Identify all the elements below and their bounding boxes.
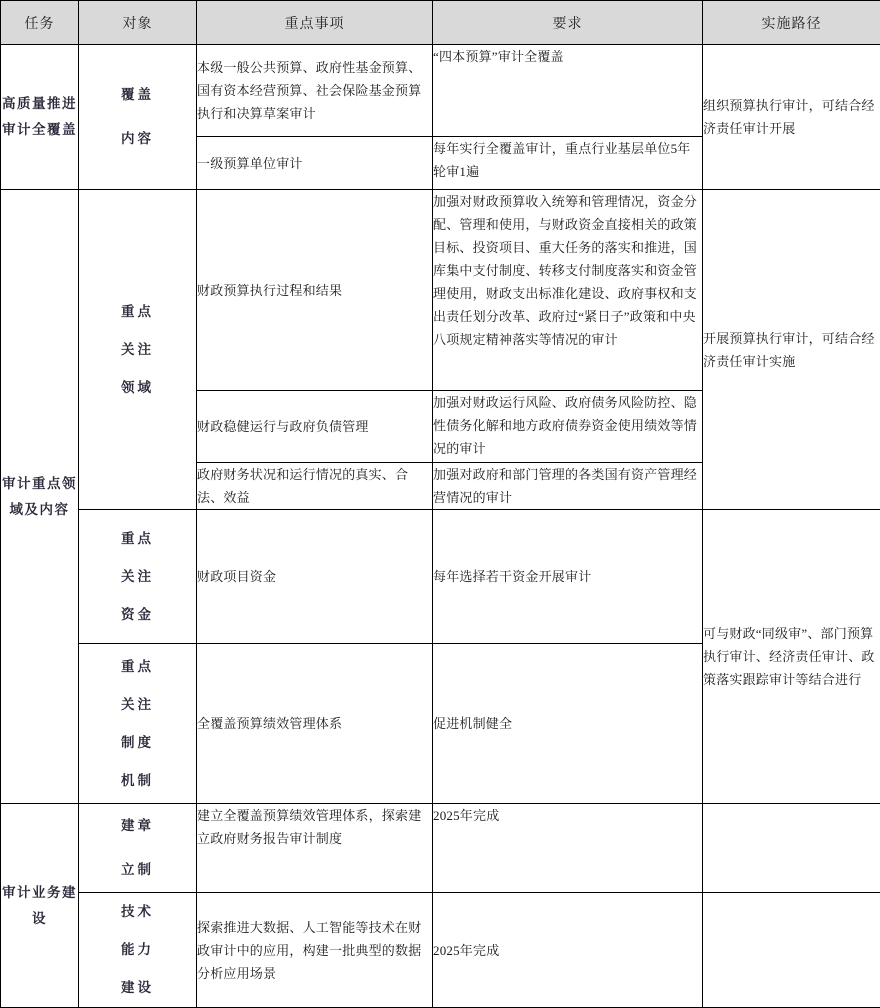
object-label-line: 覆盖 [79,73,196,117]
path-cell: 可与财政“同级审”、部门预算执行审计、经济责任审计、政策落实跟踪审计等结合进行 [703,510,880,804]
object-label-line: 重点 [79,520,196,558]
path-cell [703,893,880,1008]
object-label-line: 重点 [79,648,196,686]
key-item-cell: 全覆盖预算绩效管理体系 [197,644,433,804]
key-item-cell: 一级预算单位审计 [197,137,433,190]
requirement-cell: 加强对政府和部门管理的各类国有资产管理经营情况的审计 [433,463,703,510]
column-header-task: 任务 [1,1,79,45]
requirement-cell: 加强对财政预算收入统筹和管理情况，资金分配、管理和使用，与财政资金直接相关的政策目标、投资项目、重大任务的落实和推进，国库集中支付制度、转移支付制度落实和资金管理使用，财政支出标准化建设、政府事权和支出责任划分改革、政府过“紧日子”政策和中央八项规定精神落实等情况的审计 [433,190,703,391]
object-label-line: 立制 [79,848,196,892]
task-cell-quality-coverage [1,45,79,190]
object-label-stack [79,73,196,161]
path-cell: 开展预算执行审计，可结合经济责任审计实施 [703,190,880,510]
key-item-cell: 建立全覆盖预算绩效管理体系，探索建立政府财务报告审计制度 [197,804,433,893]
object-label-stack [79,293,196,407]
requirement-cell: 2025年完成 [433,893,703,1008]
requirement-cell: 每年选择若干资金开展审计 [433,510,703,644]
table-row [1,893,880,1008]
object-label-line: 资金 [79,596,196,634]
column-header-key-items: 重点事项 [197,1,433,45]
task-cell-key-audit-areas [1,190,79,804]
object-cell-key-funds [79,510,197,644]
object-cell-tech-capability [79,893,197,1008]
path-cell [703,804,880,893]
requirement-cell: 每年实行全覆盖审计，重点行业基层单位5年轮审1遍 [433,137,703,190]
object-label-line: 技术 [79,893,196,931]
object-label-line: 关注 [79,686,196,724]
path-cell: 组织预算执行审计，可结合经济责任审计开展 [703,45,880,190]
object-cell-key-areas [79,190,197,510]
table-row [1,190,880,391]
column-header-path: 实施路径 [703,1,880,45]
object-label-stack [79,520,196,634]
requirement-cell: 加强对财政运行风险、政府债务风险防控、隐性债务化解和地方政府债券资金使用绩效等情况的审计 [433,391,703,463]
column-header-requirement: 要求 [433,1,703,45]
key-item-cell: 探索推进大数据、人工智能等技术在财政审计中的应用，构建一批典型的数据分析应用场景 [197,893,433,1008]
key-item-cell: 财政项目资金 [197,510,433,644]
task-label: 审计业务建设 [1,880,78,932]
key-item-cell: 财政稳健运行与政府负债管理 [197,391,433,463]
object-label-stack [79,804,196,892]
object-label-line: 领域 [79,369,196,407]
column-header-object: 对象 [79,1,197,45]
key-item-cell: 财政预算执行过程和结果 [197,190,433,391]
task-label: 审计重点领域及内容 [1,471,78,523]
object-label-line: 建章 [79,804,196,848]
table-header-row [1,1,880,45]
object-label-line: 内容 [79,117,196,161]
object-label-line: 制度 [79,724,196,762]
object-label-stack [79,893,196,1007]
key-item-cell: 本级一般公共预算、政府性基金预算、国有资本经营预算、社会保险基金预算执行和决算草案审计 [197,45,433,137]
object-label-line: 重点 [79,293,196,331]
object-label-line: 建设 [79,969,196,1007]
object-label-line: 关注 [79,331,196,369]
object-label-line: 关注 [79,558,196,596]
task-label: 高质量推进审计全覆盖 [1,91,78,143]
requirement-cell: “四本预算”审计全覆盖 [433,45,703,137]
object-cell-coverage-content [79,45,197,190]
task-cell-business-construction [1,804,79,1008]
requirement-cell: 2025年完成 [433,804,703,893]
object-label-line: 机制 [79,762,196,800]
object-label-line: 能力 [79,931,196,969]
table-row [1,510,880,644]
table-row [1,804,880,893]
requirement-cell: 促进机制健全 [433,644,703,804]
table-row [1,45,880,137]
object-cell-rule-building [79,804,197,893]
key-item-cell: 政府财务状况和运行情况的真实、合法、效益 [197,463,433,510]
object-cell-key-systems [79,644,197,804]
object-label-stack [79,648,196,800]
